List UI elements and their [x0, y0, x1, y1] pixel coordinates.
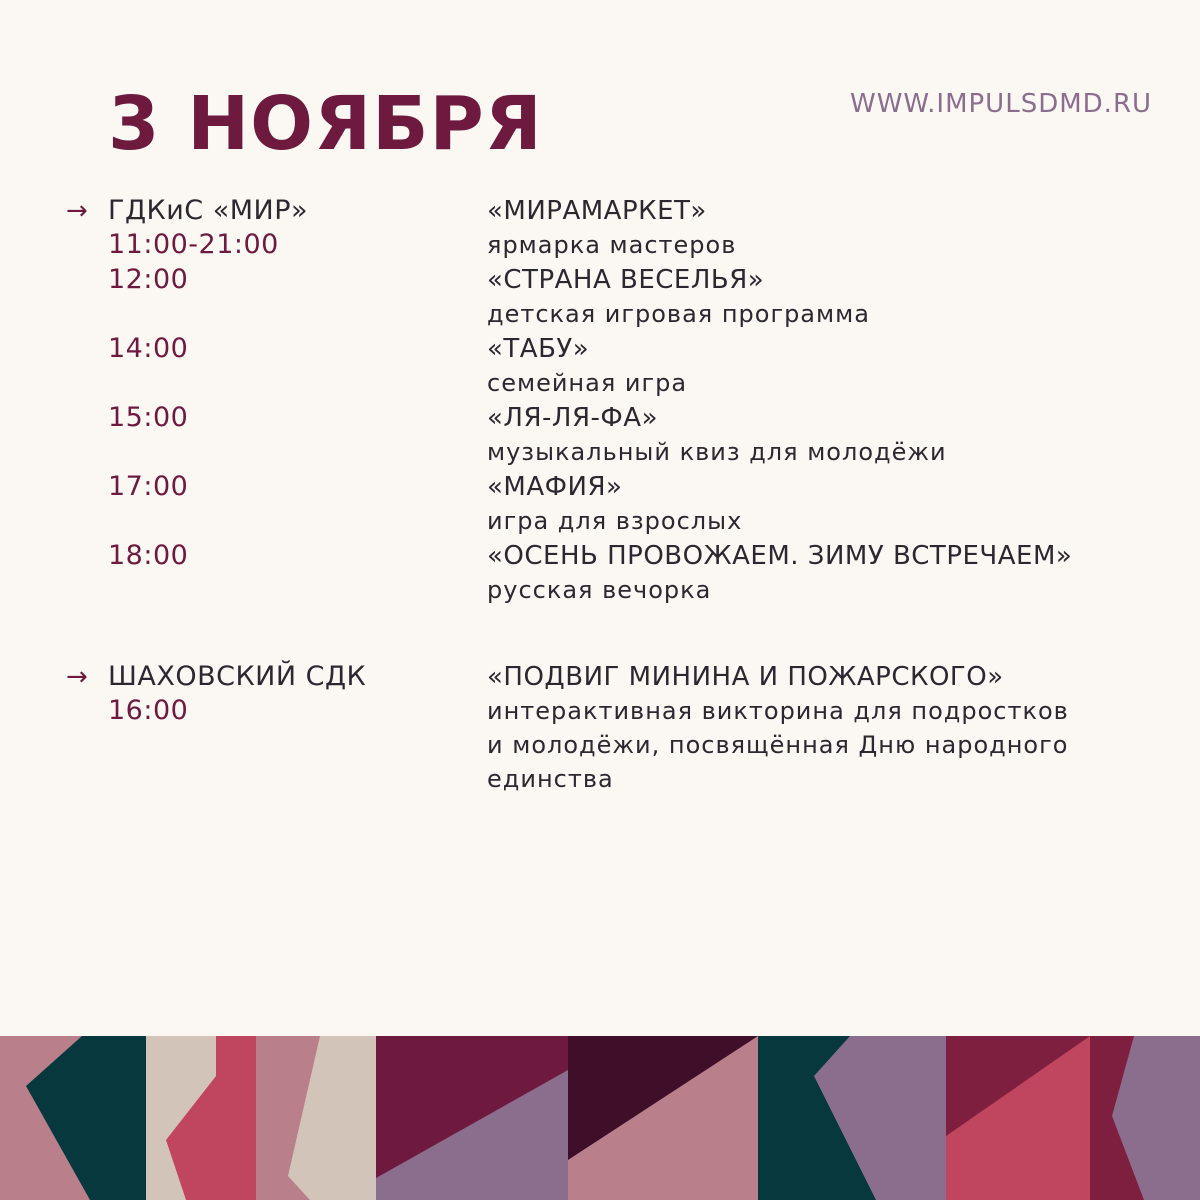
event-description: детская игровая программа [487, 300, 870, 328]
event-description: ярмарка мастеров [487, 231, 737, 259]
event-description: игра для взрослых [487, 507, 743, 535]
event-time: 15:00 [108, 402, 189, 433]
page-title: 3 НОЯБРЯ [108, 81, 543, 167]
event-time: 12:00 [108, 264, 189, 295]
event-title: «МИРАМАРКЕТ» [487, 196, 707, 226]
event-cell [487, 470, 1127, 538]
arrow-right-icon: → [66, 662, 88, 692]
event-cell [487, 332, 1127, 400]
event-title: «МАФИЯ» [487, 472, 623, 502]
event-time: 11:00-21:00 [108, 229, 279, 260]
event-title: «ПОДВИГ МИНИНА И ПОЖАРСКОГО» [487, 662, 1004, 692]
event-description: семейная игра [487, 369, 688, 397]
venue-name: ГДКиС «МИР» [108, 195, 309, 226]
event-title: «ЛЯ-ЛЯ-ФА» [487, 403, 658, 433]
event-cell [487, 539, 1127, 607]
event-cell [487, 401, 1127, 469]
event-description: и молодёжи, посвящённая Дню народного [487, 731, 1069, 759]
event-description: интерактивная викторина для подростков [487, 697, 1069, 725]
event-title: «СТРАНА ВЕСЕЛЬЯ» [487, 265, 765, 295]
event-description: музыкальный квиз для молодёжи [487, 438, 947, 466]
event-title: «ТАБУ» [487, 334, 590, 364]
event-cell [487, 194, 1127, 262]
event-description: русская вечорка [487, 576, 712, 604]
event-time: 17:00 [108, 471, 189, 502]
band-tile [216, 1036, 256, 1076]
arrow-right-icon: → [66, 196, 88, 226]
decorative-geometric-band [0, 1036, 1200, 1200]
event-time: 18:00 [108, 540, 189, 571]
website-link[interactable]: WWW.IMPULSDMD.RU [850, 89, 1153, 119]
event-cell [487, 660, 1127, 796]
venue-name: ШАХОВСКИЙ СДК [108, 661, 367, 692]
event-description: единства [487, 765, 614, 793]
event-time: 14:00 [108, 333, 189, 364]
event-cell [487, 263, 1127, 331]
event-time: 16:00 [108, 695, 189, 726]
event-title: «ОСЕНЬ ПРОВОЖАЕМ. ЗИМУ ВСТРЕЧАЕМ» [487, 541, 1073, 571]
